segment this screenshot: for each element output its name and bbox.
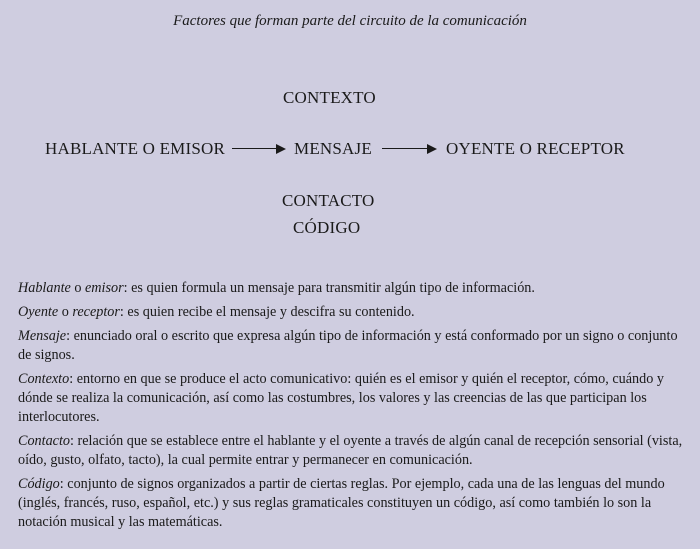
term: Oyente [18,304,59,320]
definition-contacto [18,432,688,470]
term: Contacto [18,433,71,449]
node-codigo: CÓDIGO [293,218,361,237]
node-contacto: CONTACTO [282,191,375,210]
arrow-emisor-mensaje [232,144,286,154]
term: emisor [85,280,124,296]
definition-text: : entorno en que se produce el acto comunicativo: quién es el emisor y quién el receptor, cómo, cuándo y dónde se realiza la comunicación, así como las costumbres, los valores y las creencias de las que participan los interlocutores. [18,371,664,425]
definition-text: : es quien formula un mensaje para transmitir algún tipo de información. [123,280,535,296]
definition-text: : conjunto de signos organizados a partir de ciertas reglas. Por ejemplo, cada una de las lenguas del mundo (inglés, francés, ruso, español, etc.) y sus reglas gramaticales constituyen un código, así como también lo son la notación musical y las matemáticas. [18,476,665,530]
term-join: o [58,304,73,320]
node-contexto: CONTEXTO [283,88,376,107]
term-join: o [70,280,85,296]
definition-hablante [18,279,688,298]
arrow-head-icon [427,144,437,154]
arrow-head-icon [276,144,286,154]
definition-codigo [18,475,688,532]
arrow-line [232,148,278,149]
definition-text: : relación que se establece entre el hablante y el oyente a través de algún canal de recepción sensorial (vista, oído, gusto, olfato, tacto), la cual permite entrar y permanecer en comunicación. [18,433,683,468]
definitions-list [18,279,688,537]
arrow-line [382,148,429,149]
term: Mensaje [18,328,67,344]
arrow-mensaje-receptor [382,144,437,154]
node-receptor: OYENTE O RECEPTOR [446,139,625,158]
definition-text: : es quien recibe el mensaje y descifra su contenido. [119,304,415,320]
definition-oyente [18,303,688,322]
term: receptor [72,304,120,320]
term: Contexto [18,371,70,387]
definition-mensaje [18,327,688,365]
definition-text: : enunciado oral o escrito que expresa algún tipo de información y está conformado por un signo o conjunto de signos. [18,328,678,363]
node-mensaje: MENSAJE [294,139,372,158]
definition-contexto [18,370,688,427]
term: Código [18,476,60,492]
figure-title: Factores que forman parte del circuito de la comunicación [173,13,527,29]
node-emisor: HABLANTE O EMISOR [45,139,226,158]
term: Hablante [18,280,71,296]
